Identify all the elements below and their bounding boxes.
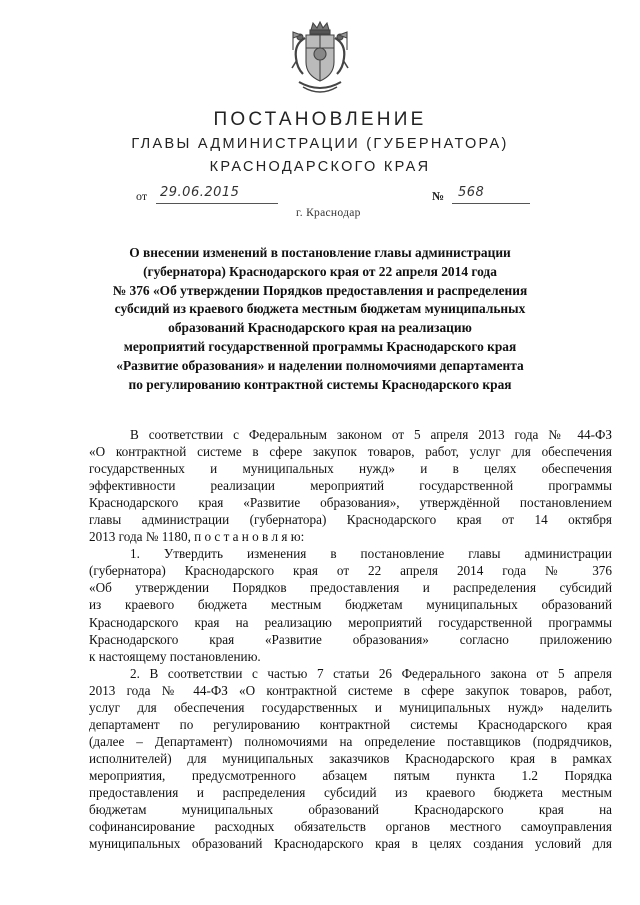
title-line: (губернатора) Краснодарского края от 22 апреля 2014 года <box>143 263 497 279</box>
body-line: (губернатора) Краснодарского края от 22 апреля 2014 года № 376 <box>89 563 612 579</box>
body-line: 2013 года № 44-ФЗ «О контрактной системе в сфере закупок товаров, работ, <box>89 682 612 698</box>
number-prefix: № <box>432 189 445 203</box>
body-line: бюджетам муниципальных образований Краснодарского края на <box>89 802 612 818</box>
body-line: мероприятия, предусмотренного абзацем пятым пункта 1.2 Порядка <box>89 767 612 783</box>
body-line: предоставления и распределения субсидий из краевого бюджета местным <box>89 784 612 800</box>
title-line: по регулированию контрактной системы Краснодарского края <box>128 376 512 392</box>
date-value: 29.06.2015 <box>160 185 240 200</box>
date-underline <box>156 203 278 204</box>
body-line: услуг для обеспечения государственных и муниципальных нужд» наделить <box>89 699 612 715</box>
body-line: муниципальных образований Краснодарского края в целях создания условий для <box>89 836 612 852</box>
body-line: «Об утверждении Порядков предоставления и распределения субсидий <box>89 580 612 596</box>
body-line: к настоящему постановлению. <box>89 648 261 664</box>
title-line: «Развитие образования» и наделении полномочиями департамента <box>116 357 524 373</box>
date-prefix: от <box>136 189 148 203</box>
body-line: Краснодарского края «Развитие образования» согласно приложению <box>89 631 612 647</box>
document-title <box>70 244 570 394</box>
body-line: исполнителей) для муниципальных заказчиков Краснодарского края в рамках <box>89 750 612 766</box>
city-label: г. Краснодар <box>296 207 361 219</box>
document-type-heading: ПОСТАНОВЛЕНИЕ <box>213 109 427 130</box>
body-line: главы администрации (губернатора) Краснодарского края от 14 октября <box>89 512 612 528</box>
number-value: 568 <box>458 185 485 200</box>
body-line: департамент по регулированию контрактной системы Краснодарского края <box>89 716 612 732</box>
body-line: 2. В соответствии с частью 7 статьи 26 Федерального закона от 5 апреля <box>130 665 612 681</box>
body-line: государственных и муниципальных нужд» и в целях обеспечения <box>89 461 612 477</box>
title-line: образований Краснодарского края на реализацию <box>168 320 472 336</box>
body-line: «О контрактной системе в сфере закупок товаров, работ, услуг для обеспечения <box>89 444 612 460</box>
title-line: О внесении изменений в постановление главы администрации <box>129 245 511 260</box>
document-body <box>89 426 612 852</box>
body-line: Краснодарского края «Развитие образования», утверждённой постановлением <box>89 495 612 511</box>
body-line: 1. Утвердить изменения в постановление главы администрации <box>130 546 612 562</box>
number-underline <box>452 203 530 204</box>
body-line: софинансирование расходных обязательств органов местного самоуправления <box>89 819 612 835</box>
region-heading: КРАСНОДАРСКОГО КРАЯ <box>209 159 431 175</box>
title-line: субсидий из краевого бюджета местным бюджетам муниципальных <box>114 301 526 317</box>
krasnodar-coat-of-arms-icon <box>289 20 351 98</box>
issuer-heading: ГЛАВЫ АДМИНИСТРАЦИИ (ГУБЕРНАТОРА) <box>131 136 509 152</box>
body-line: эффективности реализации мероприятий государственной программы <box>89 478 612 494</box>
title-line: мероприятий государственной программы Краснодарского края <box>123 338 517 354</box>
body-line: В соответствии с Федеральным законом от 5 апреля 2013 года № 44-ФЗ <box>130 427 612 442</box>
body-line: (далее – Департамент) полномочиями на определение поставщиков (подрядчиков, <box>89 733 612 749</box>
title-line: № 376 «Об утверждении Порядков предоставления и распределения <box>112 282 528 298</box>
body-line: из краевого бюджета местным бюджетам муниципальных образований <box>89 597 612 613</box>
body-line: 2013 года № 1180, п о с т а н о в л я ю: <box>89 529 305 545</box>
body-line: Краснодарского края на реализацию мероприятий государственной программы <box>89 614 612 630</box>
